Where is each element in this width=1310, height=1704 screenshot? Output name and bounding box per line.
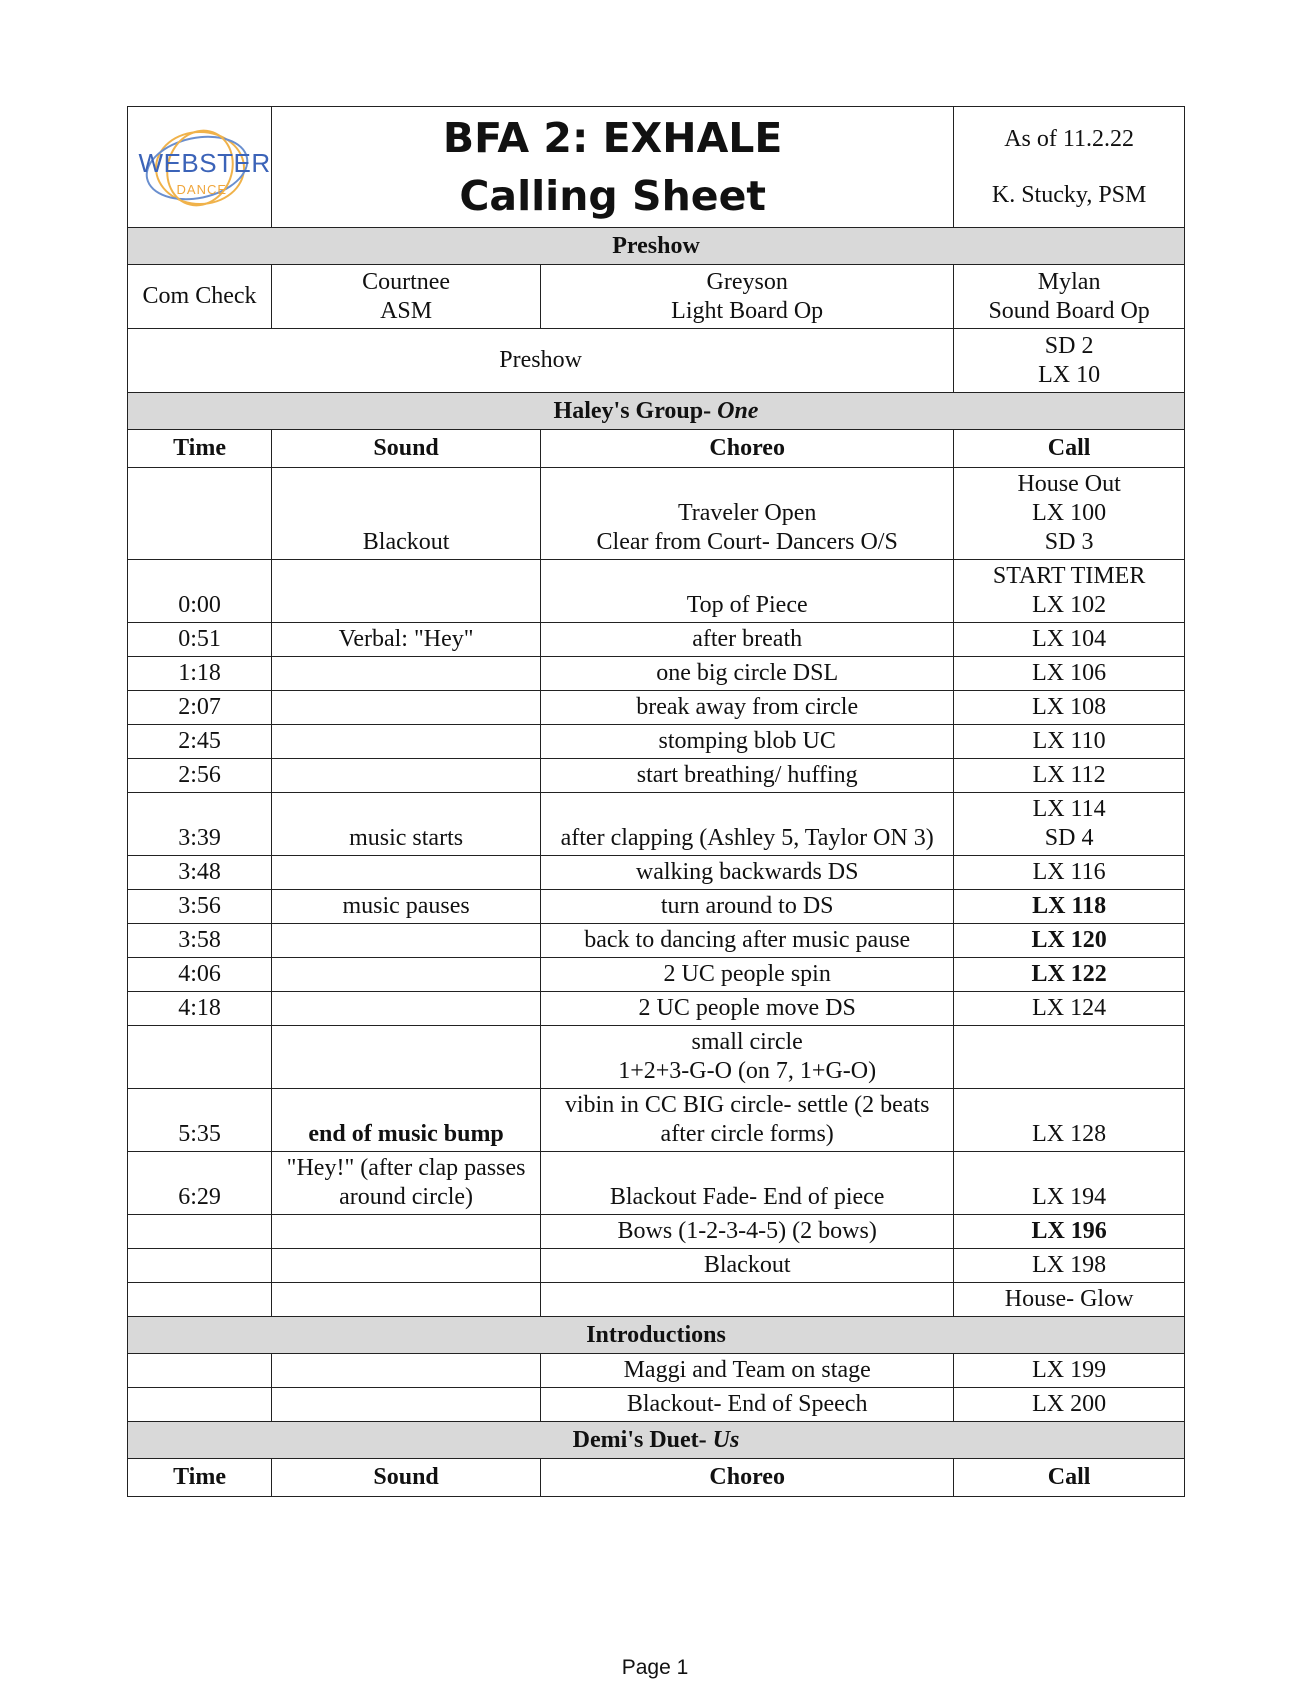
cue-choreo: start breathing/ huffing — [541, 759, 954, 793]
cue-row — [128, 924, 1185, 958]
cue-sound: end of music bump — [272, 1089, 541, 1152]
cue-time: 6:29 — [128, 1152, 272, 1215]
cue-choreo: small circle 1+2+3-G-O (on 7, 1+G-O) — [541, 1026, 954, 1089]
cue-row — [128, 856, 1185, 890]
cue-time: 4:06 — [128, 958, 272, 992]
column-header-row — [128, 430, 1185, 468]
cue-sound — [272, 1026, 541, 1089]
version-cell — [954, 107, 1185, 228]
cue-row — [128, 1388, 1185, 1422]
cue-time — [128, 1215, 272, 1249]
cue-call: LX 120 — [954, 924, 1185, 958]
title-cell — [272, 107, 954, 228]
cue-choreo: vibin in CC BIG circle- settle (2 beats after circle forms) — [541, 1089, 954, 1152]
cue-call — [954, 1026, 1185, 1089]
cue-row — [128, 691, 1185, 725]
cue-row — [128, 1354, 1185, 1388]
cue-call: LX 116 — [954, 856, 1185, 890]
cue-row — [128, 1026, 1185, 1089]
cue-row — [128, 560, 1185, 623]
crew-asm: Courtnee ASM — [272, 265, 541, 329]
cue-sound — [272, 759, 541, 793]
cue-call: LX 104 — [954, 623, 1185, 657]
cue-call: LX 118 — [954, 890, 1185, 924]
cue-call: LX 112 — [954, 759, 1185, 793]
cue-time: 1:18 — [128, 657, 272, 691]
crew-sound-board-op: Mylan Sound Board Op — [954, 265, 1185, 329]
cue-call: LX 124 — [954, 992, 1185, 1026]
cue-call: LX 198 — [954, 1249, 1185, 1283]
col-time: Time — [128, 1459, 272, 1497]
cue-sound: Blackout — [272, 468, 541, 560]
cue-choreo — [541, 1283, 954, 1317]
preshow-label: Preshow — [128, 329, 954, 393]
cue-sound: "Hey!" (after clap passes around circle) — [272, 1152, 541, 1215]
cue-call: LX 110 — [954, 725, 1185, 759]
cue-time: 4:18 — [128, 992, 272, 1026]
cue-choreo: Blackout- End of Speech — [541, 1388, 954, 1422]
cue-sound — [272, 1354, 541, 1388]
logo-cell — [128, 107, 272, 228]
col-choreo: Choreo — [541, 430, 954, 468]
cue-call: LX 128 — [954, 1089, 1185, 1152]
cue-choreo: after breath — [541, 623, 954, 657]
cue-time: 3:48 — [128, 856, 272, 890]
cue-call: LX 196 — [954, 1215, 1185, 1249]
cue-time — [128, 468, 272, 560]
cue-choreo: Blackout — [541, 1249, 954, 1283]
section-header-haley: Haley's Group- One — [128, 393, 1185, 430]
cue-time: 2:07 — [128, 691, 272, 725]
cue-call: House- Glow — [954, 1283, 1185, 1317]
cue-sound — [272, 1388, 541, 1422]
cue-choreo: Blackout Fade- End of piece — [541, 1152, 954, 1215]
cue-choreo: after clapping (Ashley 5, Taylor ON 3) — [541, 793, 954, 856]
cue-time — [128, 1354, 272, 1388]
cue-choreo: Maggi and Team on stage — [541, 1354, 954, 1388]
cue-sound — [272, 1283, 541, 1317]
cue-row — [128, 1283, 1185, 1317]
cue-sound — [272, 657, 541, 691]
cue-choreo: stomping blob UC — [541, 725, 954, 759]
cue-call: LX 199 — [954, 1354, 1185, 1388]
section-header-preshow: Preshow — [128, 228, 1185, 265]
com-check-row — [128, 265, 1185, 329]
cue-row — [128, 958, 1185, 992]
cue-call: LX 122 — [954, 958, 1185, 992]
cue-row — [128, 623, 1185, 657]
cue-choreo: back to dancing after music pause — [541, 924, 954, 958]
cue-time — [128, 1249, 272, 1283]
cue-sound — [272, 1249, 541, 1283]
cue-choreo: 2 UC people spin — [541, 958, 954, 992]
cue-sound: music starts — [272, 793, 541, 856]
cue-choreo: one big circle DSL — [541, 657, 954, 691]
cue-row — [128, 793, 1185, 856]
cue-row — [128, 890, 1185, 924]
cue-choreo: 2 UC people move DS — [541, 992, 954, 1026]
as-of-date: As of 11.2.22 — [1004, 126, 1134, 152]
cue-call: LX 114 SD 4 — [954, 793, 1185, 856]
cue-sound — [272, 856, 541, 890]
col-call: Call — [954, 430, 1185, 468]
section-header-demi: Demi's Duet- Us — [128, 1422, 1185, 1459]
cue-sound: music pauses — [272, 890, 541, 924]
col-time: Time — [128, 430, 272, 468]
preshow-cues: SD 2 LX 10 — [954, 329, 1185, 393]
cue-time: 0:51 — [128, 623, 272, 657]
cue-time: 3:56 — [128, 890, 272, 924]
cue-sound — [272, 1215, 541, 1249]
cue-choreo: break away from circle — [541, 691, 954, 725]
cue-sound — [272, 924, 541, 958]
preshow-row — [128, 329, 1185, 393]
crew-light-board-op: Greyson Light Board Op — [541, 265, 954, 329]
cue-time: 3:39 — [128, 793, 272, 856]
cue-choreo: turn around to DS — [541, 890, 954, 924]
cue-time — [128, 1283, 272, 1317]
cue-time — [128, 1026, 272, 1089]
cue-choreo: Top of Piece — [541, 560, 954, 623]
cue-row — [128, 1215, 1185, 1249]
cue-sound — [272, 725, 541, 759]
page-subtitle: Calling Sheet — [459, 172, 766, 220]
author: K. Stucky, PSM — [991, 182, 1147, 208]
cue-time: 2:56 — [128, 759, 272, 793]
section-header-introductions: Introductions — [128, 1317, 1185, 1354]
cue-row — [128, 657, 1185, 691]
cue-sound — [272, 560, 541, 623]
cue-call: START TIMER LX 102 — [954, 560, 1185, 623]
page-title: BFA 2: EXHALE — [442, 114, 783, 162]
cue-choreo: Traveler Open Clear from Court- Dancers O/S — [541, 468, 954, 560]
cue-row — [128, 1089, 1185, 1152]
cue-time — [128, 1388, 272, 1422]
col-call: Call — [954, 1459, 1185, 1497]
webster-dance-logo: WEBSTER DANCE — [137, 129, 263, 205]
cue-row — [128, 725, 1185, 759]
cue-choreo: Bows (1-2-3-4-5) (2 bows) — [541, 1215, 954, 1249]
cue-sound — [272, 992, 541, 1026]
cue-row — [128, 992, 1185, 1026]
cue-time: 3:58 — [128, 924, 272, 958]
cue-call: LX 108 — [954, 691, 1185, 725]
cue-sound — [272, 958, 541, 992]
cue-time: 0:00 — [128, 560, 272, 623]
cue-row — [128, 1152, 1185, 1215]
cue-time: 2:45 — [128, 725, 272, 759]
com-check-label: Com Check — [128, 265, 272, 329]
column-header-row — [128, 1459, 1185, 1497]
cue-call: LX 194 — [954, 1152, 1185, 1215]
col-choreo: Choreo — [541, 1459, 954, 1497]
col-sound: Sound — [272, 1459, 541, 1497]
cue-row — [128, 759, 1185, 793]
cue-call: House Out LX 100 SD 3 — [954, 468, 1185, 560]
cue-time: 5:35 — [128, 1089, 272, 1152]
calling-sheet-table — [127, 106, 1185, 1497]
cue-call: LX 200 — [954, 1388, 1185, 1422]
cue-choreo: walking backwards DS — [541, 856, 954, 890]
page-number: Page 1 — [621, 1656, 689, 1679]
cue-row — [128, 1249, 1185, 1283]
cue-sound: Verbal: "Hey" — [272, 623, 541, 657]
cue-call: LX 106 — [954, 657, 1185, 691]
col-sound: Sound — [272, 430, 541, 468]
cue-sound — [272, 691, 541, 725]
cue-row — [128, 468, 1185, 560]
header-row — [128, 107, 1185, 228]
